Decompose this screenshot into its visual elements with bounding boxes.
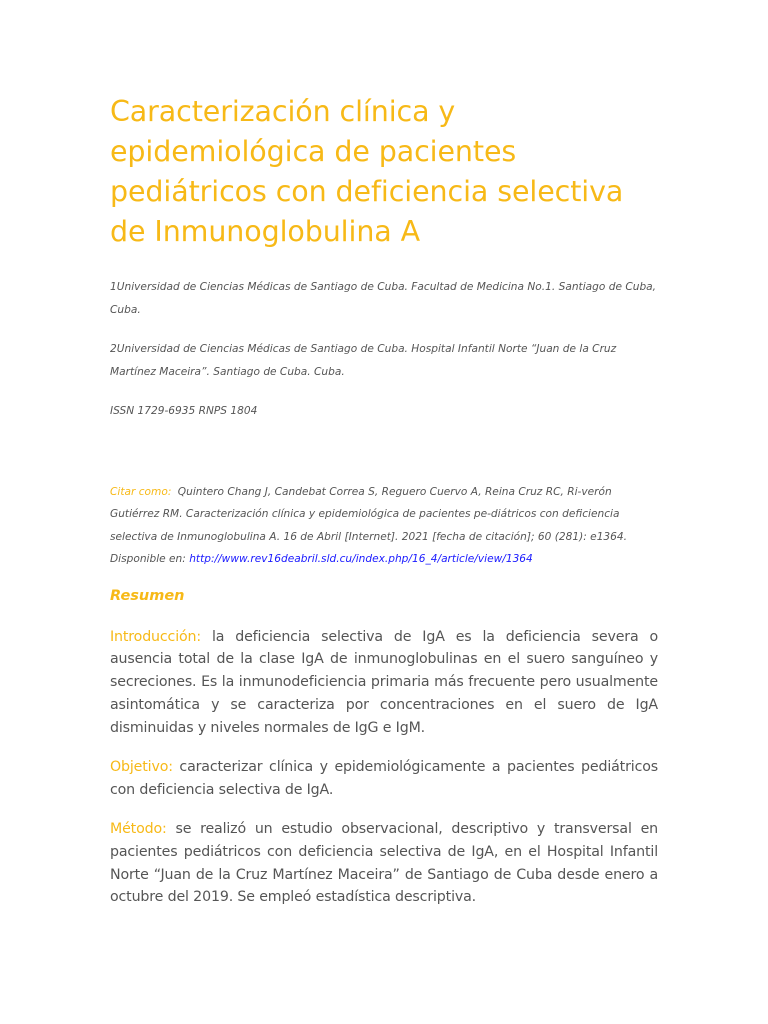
abstract-introduccion — [110, 626, 658, 740]
abstract-metodo — [110, 818, 658, 909]
introduccion-text: la deficiencia selectiva de IgA es la deficiencia severa o ausencia total de la clase IgA de inmunoglobulinas en el suero sanguíneo y secreciones. Es la inmunodeficiencia primaria más frecuente pero usualmente asintomática y se caracteriza por concentraciones en el suero de IgA disminuidas y niveles normales de IgG e IgM. — [110, 628, 658, 736]
citation-label: Citar como: — [110, 485, 172, 498]
article-page — [110, 92, 658, 909]
objetivo-text: caracterizar clínica y epidemiológicamente a pacientes pediátricos con deficiencia selectiva de IgA. — [110, 759, 658, 799]
affiliation-2: 2Universidad de Ciencias Médicas de Santiago de Cuba. Hospital Infantil Norte “Juan de la Cruz Martínez Maceira”. Santiago de Cuba. Cuba. — [110, 343, 617, 378]
affiliation-1: 1Universidad de Ciencias Médicas de Santiago de Cuba. Facultad de Medicina No.1. Santiago de Cuba, Cuba. — [110, 281, 657, 316]
abstract-objetivo — [110, 756, 658, 802]
citation-block — [110, 481, 658, 571]
introduccion-label: Introducción: — [110, 628, 201, 645]
citation-link[interactable]: http://www.rev16deabril.sld.cu/index.php/16_4/article/view/1364 — [189, 553, 533, 565]
abstract-heading: Resumen — [110, 587, 185, 604]
metodo-label: Método: — [110, 821, 167, 838]
citation-text: Quintero Chang J, Candebat Correa S, Reguero Cuervo A, Reina Cruz RC, Ri-verón Gutiérrez RM. Caracterización clínica y epidemiológica de pacientes pe-diátricos con deficiencia selectiva de Inmunoglobulina A. 16 de Abril [Internet]. 2021 [fecha de citación]; 60 (281): e1364. Disponible en: — [110, 485, 628, 565]
objetivo-label: Objetivo: — [110, 759, 173, 776]
metodo-text: se realizó un estudio observacional, descriptivo y transversal en pacientes pediátricos con deficiencia selectiva de IgA, en el Hospital Infantil Norte “Juan de la Cruz Martínez Maceira” de Santiago de Cuba desde enero a octubre del 2019. Se empleó estadística descriptiva. — [110, 821, 658, 906]
article-title: Caracterización clínica y epidemiológica de pacientes pediátricos con deficiencia selectiva de Inmunoglobulina A — [110, 95, 624, 248]
issn-line: ISSN 1729-6935 RNPS 1804 — [110, 405, 258, 417]
